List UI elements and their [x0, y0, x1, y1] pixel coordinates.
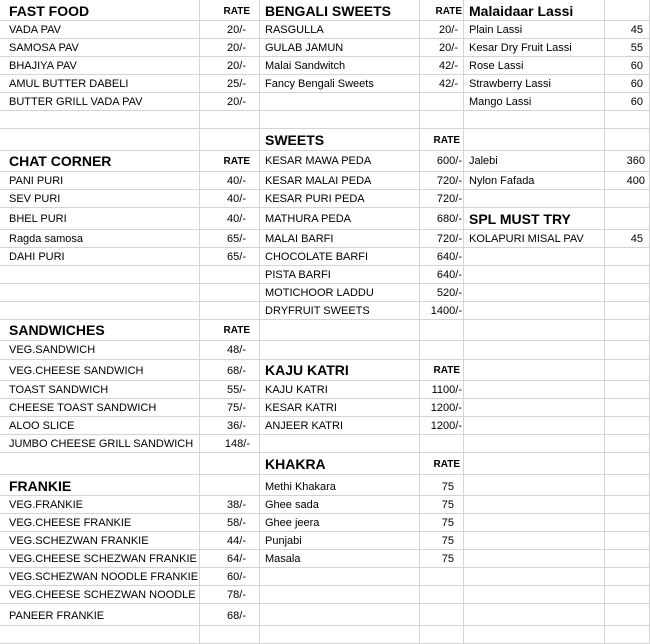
- grid-line: [0, 416, 650, 417]
- menu-item-name: Plain Lassi: [469, 24, 523, 36]
- grid-line: [0, 625, 650, 626]
- menu-item-name: KESAR KATRI: [265, 402, 337, 414]
- menu-item-price: 360: [626, 155, 645, 167]
- menu-item-name: BHEL PURI: [9, 213, 67, 225]
- grid-line: [0, 585, 650, 586]
- grid-line: [0, 474, 650, 475]
- menu-item-price: 42/-: [439, 78, 458, 90]
- grid-line: [0, 452, 650, 453]
- rate-header: RATE: [223, 156, 250, 167]
- grid-line: [0, 398, 650, 399]
- menu-item-name: Strawberry Lassi: [469, 78, 551, 90]
- menu-item-name: Ghee jeera: [265, 517, 320, 529]
- menu-item-name: VEG.SCHEZWAN FRANKIE: [9, 535, 149, 547]
- grid-line: [0, 531, 650, 532]
- menu-item-name: AMUL BUTTER DABELI: [9, 78, 129, 90]
- menu-item-price: 68/-: [227, 365, 246, 377]
- grid-line: [0, 340, 650, 341]
- menu-item-price: 1200/-: [430, 402, 462, 414]
- menu-item-price: 75/-: [227, 402, 246, 414]
- grid-line: [259, 0, 260, 644]
- menu-item-name: Rose Lassi: [469, 60, 524, 72]
- grid-line: [0, 150, 650, 151]
- menu-item-name: Nylon Fafada: [469, 175, 535, 187]
- menu-item-price: 20/-: [439, 42, 458, 54]
- menu-item-name: Methi Khakara: [265, 481, 336, 493]
- menu-item-name: DAHI PURI: [9, 251, 65, 263]
- section-title-sandwiches: SANDWICHES: [9, 322, 105, 338]
- section-title-chat-corner: CHAT CORNER: [9, 153, 112, 169]
- menu-item-name: VEG.FRANKIE: [9, 499, 83, 511]
- rate-header: RATE: [433, 135, 460, 146]
- menu-item-name: CHOCOLATE BARFI: [265, 251, 369, 263]
- menu-item-price: 1400/-: [430, 305, 462, 317]
- grid-line: [0, 434, 650, 435]
- rate-header: RATE: [435, 6, 462, 17]
- menu-item-name: RASGULLA: [265, 24, 324, 36]
- menu-item-price: 60: [630, 96, 643, 108]
- menu-item-price: 640/-: [436, 251, 462, 263]
- menu-item-name: KESAR MAWA PEDA: [265, 155, 372, 167]
- menu-item-name: KESAR PURI PEDA: [265, 193, 365, 205]
- menu-item-price: 600/-: [436, 155, 462, 167]
- menu-item-name: Jalebi: [469, 155, 498, 167]
- grid-line: [0, 265, 650, 266]
- menu-item-name: JUMBO CHEESE GRILL SANDWICH: [9, 438, 194, 450]
- section-title-kaju-katri: KAJU KATRI: [265, 362, 349, 378]
- menu-item-price: 45: [630, 233, 643, 245]
- menu-item-name: PANEER FRANKIE: [9, 610, 105, 622]
- menu-item-price: 75: [441, 535, 454, 547]
- menu-item-price: 20/-: [227, 96, 246, 108]
- menu-item-name: Ragda samosa: [9, 233, 83, 245]
- grid-line: [463, 0, 464, 644]
- grid-line: [0, 319, 650, 320]
- menu-item-name: KESAR MALAI PEDA: [265, 175, 372, 187]
- menu-item-price: 38/-: [227, 499, 246, 511]
- section-title-spl-must-try: SPL MUST TRY: [469, 211, 571, 227]
- grid-line: [0, 513, 650, 514]
- menu-item-price: 640/-: [436, 269, 462, 281]
- menu-item-price: 40/-: [227, 193, 246, 205]
- menu-item-price: 64/-: [227, 553, 246, 565]
- grid-line: [0, 283, 650, 284]
- menu-item-price: 75: [441, 517, 454, 529]
- menu-item-price: 1200/-: [430, 420, 462, 432]
- menu-item-name: Mango Lassi: [469, 96, 532, 108]
- section-title-sweets: SWEETS: [265, 132, 325, 148]
- menu-item-name: PANI PURI: [9, 175, 64, 187]
- menu-item-name: Masala: [265, 553, 301, 565]
- menu-item-price: 1100/-: [431, 384, 462, 396]
- rate-header: RATE: [223, 6, 250, 17]
- menu-item-price: 720/-: [436, 193, 462, 205]
- menu-item-name: MOTICHOOR LADDU: [265, 287, 374, 299]
- rate-header: RATE: [223, 325, 250, 336]
- section-title-bengali-sweets: BENGALI SWEETS: [265, 3, 392, 19]
- menu-item-name: MATHURA PEDA: [265, 213, 351, 225]
- menu-item-price: 55/-: [227, 384, 246, 396]
- menu-item-price: 48/-: [227, 344, 246, 356]
- menu-item-price: 20/-: [439, 24, 458, 36]
- menu-item-name: Punjabi: [265, 535, 302, 547]
- menu-item-name: VEG.CHEESE FRANKIE: [9, 517, 132, 529]
- menu-item-name: TOAST SANDWICH: [9, 384, 109, 396]
- menu-item-name: BHAJIYA PAV: [9, 60, 77, 72]
- grid-line: [0, 380, 650, 381]
- menu-item-name: Ghee sada: [265, 499, 319, 511]
- menu-item-price: 75: [441, 481, 454, 493]
- rate-header: RATE: [433, 459, 460, 470]
- menu-item-name: KAJU KATRI: [265, 384, 328, 396]
- menu-item-price: 45: [630, 24, 643, 36]
- menu-item-name: Fancy Bengali Sweets: [265, 78, 374, 90]
- grid-line: [0, 603, 650, 604]
- menu-item-name: CHEESE TOAST SANDWICH: [9, 402, 157, 414]
- menu-item-price: 680/-: [436, 213, 462, 225]
- grid-line: [0, 38, 650, 39]
- menu-item-name: KOLAPURI MISAL PAV: [469, 233, 584, 245]
- menu-item-name: ANJEER KATRI: [265, 420, 344, 432]
- menu-item-name: SEV PURI: [9, 193, 61, 205]
- menu-item-name: MALAI BARFI: [265, 233, 334, 245]
- menu-item-price: 68/-: [227, 610, 246, 622]
- menu-item-price: 720/-: [436, 233, 462, 245]
- menu-item-name: GULAB JAMUN: [265, 42, 344, 54]
- grid-line: [419, 0, 420, 644]
- grid-line: [0, 359, 650, 360]
- rate-header: RATE: [433, 365, 460, 376]
- menu-item-price: 20/-: [227, 60, 246, 72]
- menu-item-name: VEG.SANDWICH: [9, 344, 96, 356]
- menu-item-price: 36/-: [227, 420, 246, 432]
- menu-item-price: 60: [630, 78, 643, 90]
- menu-item-name: VADA PAV: [9, 24, 61, 36]
- menu-item-price: 58/-: [227, 517, 246, 529]
- grid-line: [0, 20, 650, 21]
- grid-line: [0, 110, 650, 111]
- menu-item-price: 60: [630, 60, 643, 72]
- section-title-frankie: FRANKIE: [9, 478, 72, 494]
- grid-line: [0, 74, 650, 75]
- menu-item-name: BUTTER GRILL VADA PAV: [9, 96, 143, 108]
- menu-item-price: 65/-: [227, 251, 246, 263]
- menu-item-name: Kesar Dry Fruit Lassi: [469, 42, 572, 54]
- menu-item-name: DRYFRUIT SWEETS: [265, 305, 370, 317]
- grid-line: [0, 56, 650, 57]
- menu-item-price: 75: [441, 553, 454, 565]
- menu-item-name: SAMOSA PAV: [9, 42, 79, 54]
- grid-line: [0, 567, 650, 568]
- menu-item-price: 20/-: [227, 42, 246, 54]
- menu-item-price: 720/-: [436, 175, 462, 187]
- section-title-khakra: KHAKRA: [265, 456, 326, 472]
- menu-item-name: ALOO SLICE: [9, 420, 75, 432]
- menu-item-name: PISTA BARFI: [265, 269, 331, 281]
- menu-item-price: 20/-: [227, 24, 246, 36]
- menu-item-price: 148/-: [224, 438, 250, 450]
- grid-line: [0, 189, 650, 190]
- grid-line: [0, 171, 650, 172]
- grid-line: [0, 92, 650, 93]
- grid-line: [0, 207, 650, 208]
- menu-item-name: VEG.CHEESE SANDWICH: [9, 365, 144, 377]
- menu-item-price: 44/-: [227, 535, 246, 547]
- grid-line: [0, 495, 650, 496]
- menu-item-price: 75: [441, 499, 454, 511]
- menu-item-price: 78/-: [227, 589, 246, 601]
- menu-item-name: VEG.CHEESE SCHEZWAN FRANKIE: [9, 553, 197, 565]
- menu-item-price: 65/-: [227, 233, 246, 245]
- grid-line: [0, 301, 650, 302]
- menu-item-price: 42/-: [439, 60, 458, 72]
- menu-item-price: 60/-: [227, 571, 246, 583]
- menu-item-price: 40/-: [227, 213, 246, 225]
- section-title-lassi: Malaidaar Lassi: [469, 3, 574, 19]
- menu-item-price: 400: [626, 175, 645, 187]
- menu-item-price: 40/-: [227, 175, 246, 187]
- grid-line: [0, 128, 650, 129]
- menu-item-price: 55: [630, 42, 643, 54]
- menu-item-name: VEG.SCHEZWAN NOODLE FRANKIE: [9, 571, 199, 583]
- menu-item-price: 25/-: [227, 78, 246, 90]
- grid-line: [0, 549, 650, 550]
- menu-item-price: 520/-: [436, 287, 462, 299]
- menu-item-name: Malai Sandwitch: [265, 60, 346, 72]
- grid-line: [0, 247, 650, 248]
- section-title-fast-food: FAST FOOD: [9, 3, 90, 19]
- menu-item-name: VEG.CHEESE SCHEZWAN NOODLE: [9, 589, 196, 601]
- grid-line: [0, 229, 650, 230]
